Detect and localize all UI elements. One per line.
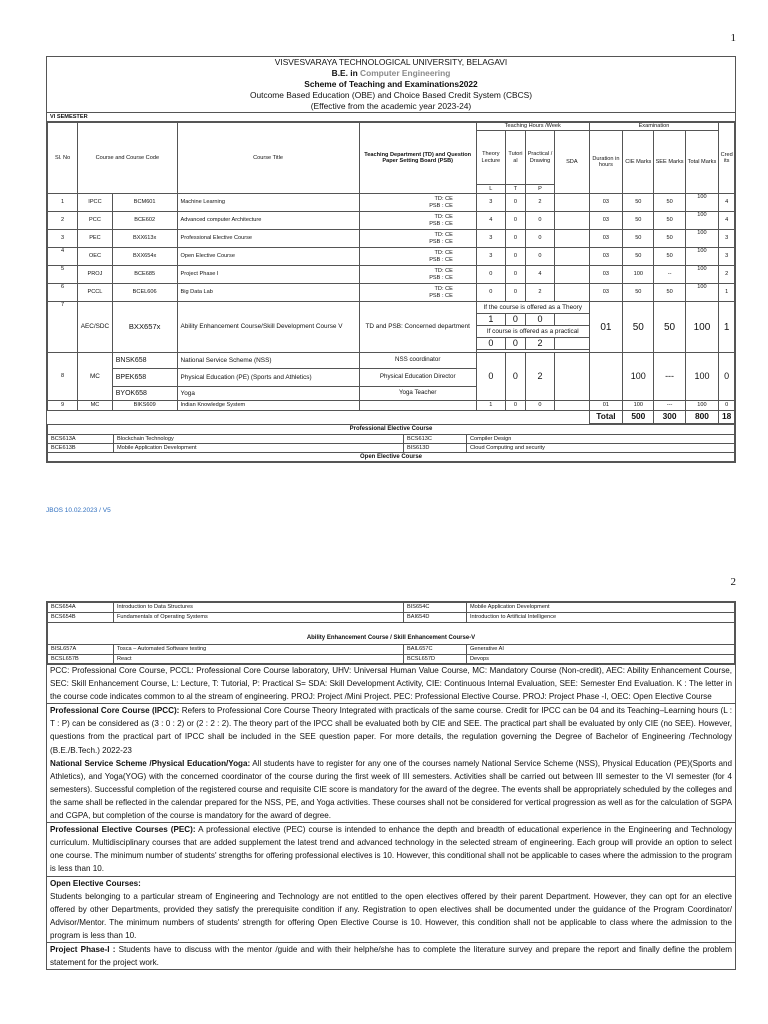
totals-row: Total 500 300 800 18 [48, 411, 735, 424]
scheme-table: Sl. No Course and Course Code Course Title Teaching Department (TD) and Question Paper Setting Board (PSB) Teaching Hours /Week Examination Credits Theory Lecture Tutorial Practical / Drawing SDA Duration in hours CIE Marks SEE Marks Total Marks L T P 1 IPCC BCM601 Machine Learning TD: CE PSB : CE 3 0 2 03 50 50 100 4 2 PCC BCE602 Advanced computer Architecture TD: CE PSB : CE 4 0 0 03 50 50 100 4 3 PEC BXX613x Professional Elective Course TD: CE PSB : CE 3 0 0 03 50 50 100 3 4 OEC BXX654x Open Elective Course TD: CE PSB : CE 3 0 0 03 50 50 100 3 5 PROJ BCE685 Project Phase I TD: CE PSB : CE 0 0 4 03 100 -- 100 2 6 PCCL BCEL606 Big Data Lab TD: CE PSB : CE 0 0 2 03 50 50 100 1 7 AEC/SDC BXX657x Ability Enhancement Course/Skill Development Course V TD and PSB: Concerned department If the course is offered as a Theory 01 50 50 100 1 1 0 0 If course is offered as a practical 0 0 2 8 MC BNSK658 National Service Scheme (NSS) NSS coordinator 0 0 2 100 --- 100 0 BPEK658 Physical Education (PE) (Sports and Athletics) Physical Education Director BYOK658 Yoga Yoga Teacher 9 MC BIKS609 Indian Knowledge System 1 0 0 01 100 --- 100 0 Total 500 300 800 18 [47, 122, 735, 424]
pec-title: Professional Elective Course [48, 425, 735, 435]
obe-line: Outcome Based Education (OBE) and Choice Based Credit System (CBCS) [249, 90, 533, 100]
col-exam: Examination [589, 123, 719, 131]
col-l: L [476, 185, 505, 194]
pec-note: Professional Elective Courses (PEC): A professional elective (PEC) course is intended to enhance the depth and breadth of educational experience in the Engineering and Technology curriculum. Multidisciplinary courses that are added supplement the latest trend and advanced technology in the selected stream of engineering. Each group will provide an option to select one course. The minimum number of students' strengths for offering professional electives is 10. However, this conditional shall not be applicable to cases where the admission to the program is less than 10. [47, 822, 735, 875]
col-theory: Theory Lecture [476, 131, 505, 185]
scheme-header [47, 57, 735, 113]
mc-row: 8 MC BNSK658 National Service Scheme (NSS) NSS coordinator 0 0 2 100 --- 100 0 [48, 353, 735, 369]
page-number: 1 [730, 32, 736, 44]
abbreviations-note: PCC: Professional Core Course, PCCL: Professional Core Course laboratory, UHV: Universal Human Value Course, MC: Mandatory Course (Non-credit), AEC: Ability Enhancement Course, SEC: Skill Enhancement Course, L: Lecture, T: Tutorial, P: Practical S= SDA: Skill Development Activity, CIE: Continuous Internal Evaluation, SEE: Semester End Evaluation. K : The letter in the course code indicates common to al the stream of engineering. PROJ: Project /Mini Project. PEC: Professional Elective Course. PROJ: Project Phase -I, OEC: Open Elective Course [47, 663, 735, 703]
table-row: BCE613B Mobile Application Development BIS613D Cloud Computing and security [48, 444, 735, 453]
col-see: SEE Marks [654, 131, 685, 194]
col-tutorial: Tutorial [505, 131, 525, 185]
iks-row: 9 MC BIKS609 Indian Knowledge System 1 0 0 01 100 --- 100 0 [48, 401, 735, 411]
aec-list-title: Ability Enhancement Course / Skill Enhancement Course-V [48, 623, 735, 645]
scheme-table-frame [46, 56, 736, 463]
oec-note: Open Elective Courses: Students belonging to a particular stream of Engineering and Technology are not entitled to the open electives offered by their parent Department. However, they can opt for an elective offered by other Departments, provided they satisfy the prerequisite condition if any. Registration to open electives shall be documented under the guidance of the Program Coordinator/ Advisor/Mentor. The minimum numbers of students' strength for offering Open Elective Course is 10. However, this condition shall not be applicable to class where the admission to the program is less than 10. [47, 876, 735, 942]
col-cie: CIE Marks [623, 131, 654, 194]
semester-label: VI SEMESTER [47, 113, 735, 122]
table-row: 2 PCC BCE602 Advanced computer Architecture TD: CE PSB : CE 4 0 0 03 50 50 100 4 [48, 212, 735, 230]
oec-table [47, 602, 735, 665]
project-note: Project Phase-I : Students have to discuss with the mentor /guide and with their helphe/she has to complete the literature survey and prepare the report and finally define the problem statement for the project work. [47, 942, 735, 969]
table-row: 3 PEC BXX613x Professional Elective Course TD: CE PSB : CE 3 0 0 03 50 50 100 3 [48, 230, 735, 248]
table-row: 6 PCCL BCEL606 Big Data Lab TD: CE PSB : CE 0 0 2 03 50 50 100 1 [48, 284, 735, 302]
col-practical: Practical / Drawing [525, 131, 554, 185]
effective-line: (Effective from the academic year 2023-24) [310, 101, 472, 111]
degree-line: B.E. in Computer Engineering [331, 68, 451, 78]
aec-row: 7 AEC/SDC BXX657x Ability Enhancement Course/Skill Development Course V TD and PSB: Concerned department If the course is offered as a Theory 01 50 50 100 1 [48, 302, 735, 314]
table-row: 4 OEC BXX654x Open Elective Course TD: CE PSB : CE 3 0 0 03 50 50 100 3 [48, 248, 735, 266]
notes-block [46, 663, 736, 970]
scheme-title: Scheme of Teaching and Examinations2022 [304, 79, 478, 89]
col-title: Course Title [177, 123, 359, 194]
table-row: BCS654A Introduction to Data Structures BIS654C Mobile Application Development [48, 603, 735, 613]
table-row: BISL657A Tosca – Automated Software testing BAIL657C Generative AI [48, 645, 735, 655]
col-credits: Credits [719, 123, 735, 194]
oec-title: Open Elective Course [48, 453, 735, 462]
col-t: T [505, 185, 525, 194]
table-row: 1 IPCC BCM601 Machine Learning TD: CE PSB : CE 3 0 2 03 50 50 100 4 [48, 194, 735, 212]
col-duration: Duration in hours [589, 131, 623, 194]
col-hours: Teaching Hours /Week [476, 123, 589, 131]
col-p: P [525, 185, 554, 194]
pec-table [47, 424, 735, 462]
table-row: 5 PROJ BCE685 Project Phase I TD: CE PSB : CE 0 0 4 03 100 -- 100 2 [48, 266, 735, 284]
col-dept: Teaching Department (TD) and Question Paper Setting Board (PSB) [359, 123, 476, 194]
page-number: 2 [730, 576, 736, 588]
table-row: BCS654B Fundamentals of Operating Systems BAI654D Introduction to Artificial Intelligence [48, 613, 735, 623]
col-course: Course and Course Code [78, 123, 177, 194]
university-name: VISVESVARAYA TECHNOLOGICAL UNIVERSITY, BELAGAVI [274, 57, 508, 67]
table-row: BCS613A Blockchain Technology BCS613C Compiler Design [48, 435, 735, 444]
col-sl: Sl. No [48, 123, 78, 194]
col-sda: SDA [555, 131, 590, 194]
table-row: BCSL657B React BCSL657D Devops [48, 655, 735, 665]
col-total: Total Marks [685, 131, 719, 194]
footer-version: JBOS 10.02.2023 / V5 [46, 507, 111, 514]
page2-table-frame [46, 601, 736, 665]
ipcc-note: Professional Core Course (IPCC): Refers to Professional Core Course Theory Integrated with practicals of the same course. Credit for IPCC can be 04 and its Teaching–Learning hours (L : T : P) can be considered as (3 : 0 : 2) or (2 : 2 : 2). The theory part of the IPCC shall be evaluated both by CIE and SEE. The practical part shall be evaluated by only CIE (no SEE). However, questions from the practical part of IPCC shall be included in the SEE question paper. For more details, the regulation governing the Degree of Bachelor of Engineering /Technology (B.E./B.Tech.) 2022-23 National Service Scheme /Physical Education/Yoga: All students have to register for any one of the courses namely National Service Scheme (NSS), Physical Education (PE)(Sports and Athletics), and Yoga(YOG) with the concerned coordinator of the course during the first week of III semesters. Activities shall be carried out between III semester to the VI semester (for 4 semesters). Successful completion of the registered course and requisite CIE score is mandatory for the award of the degree. The events shall be appropriately scheduled by the colleges and the same shall be reflected in the calendar prepared for the NSS, PE, and Yoga activities. These courses shall not be considered for vertical progression as well as for the calculation of SGPA and CGPA, but completion of the course is mandatory for the award of degree. [47, 703, 735, 822]
